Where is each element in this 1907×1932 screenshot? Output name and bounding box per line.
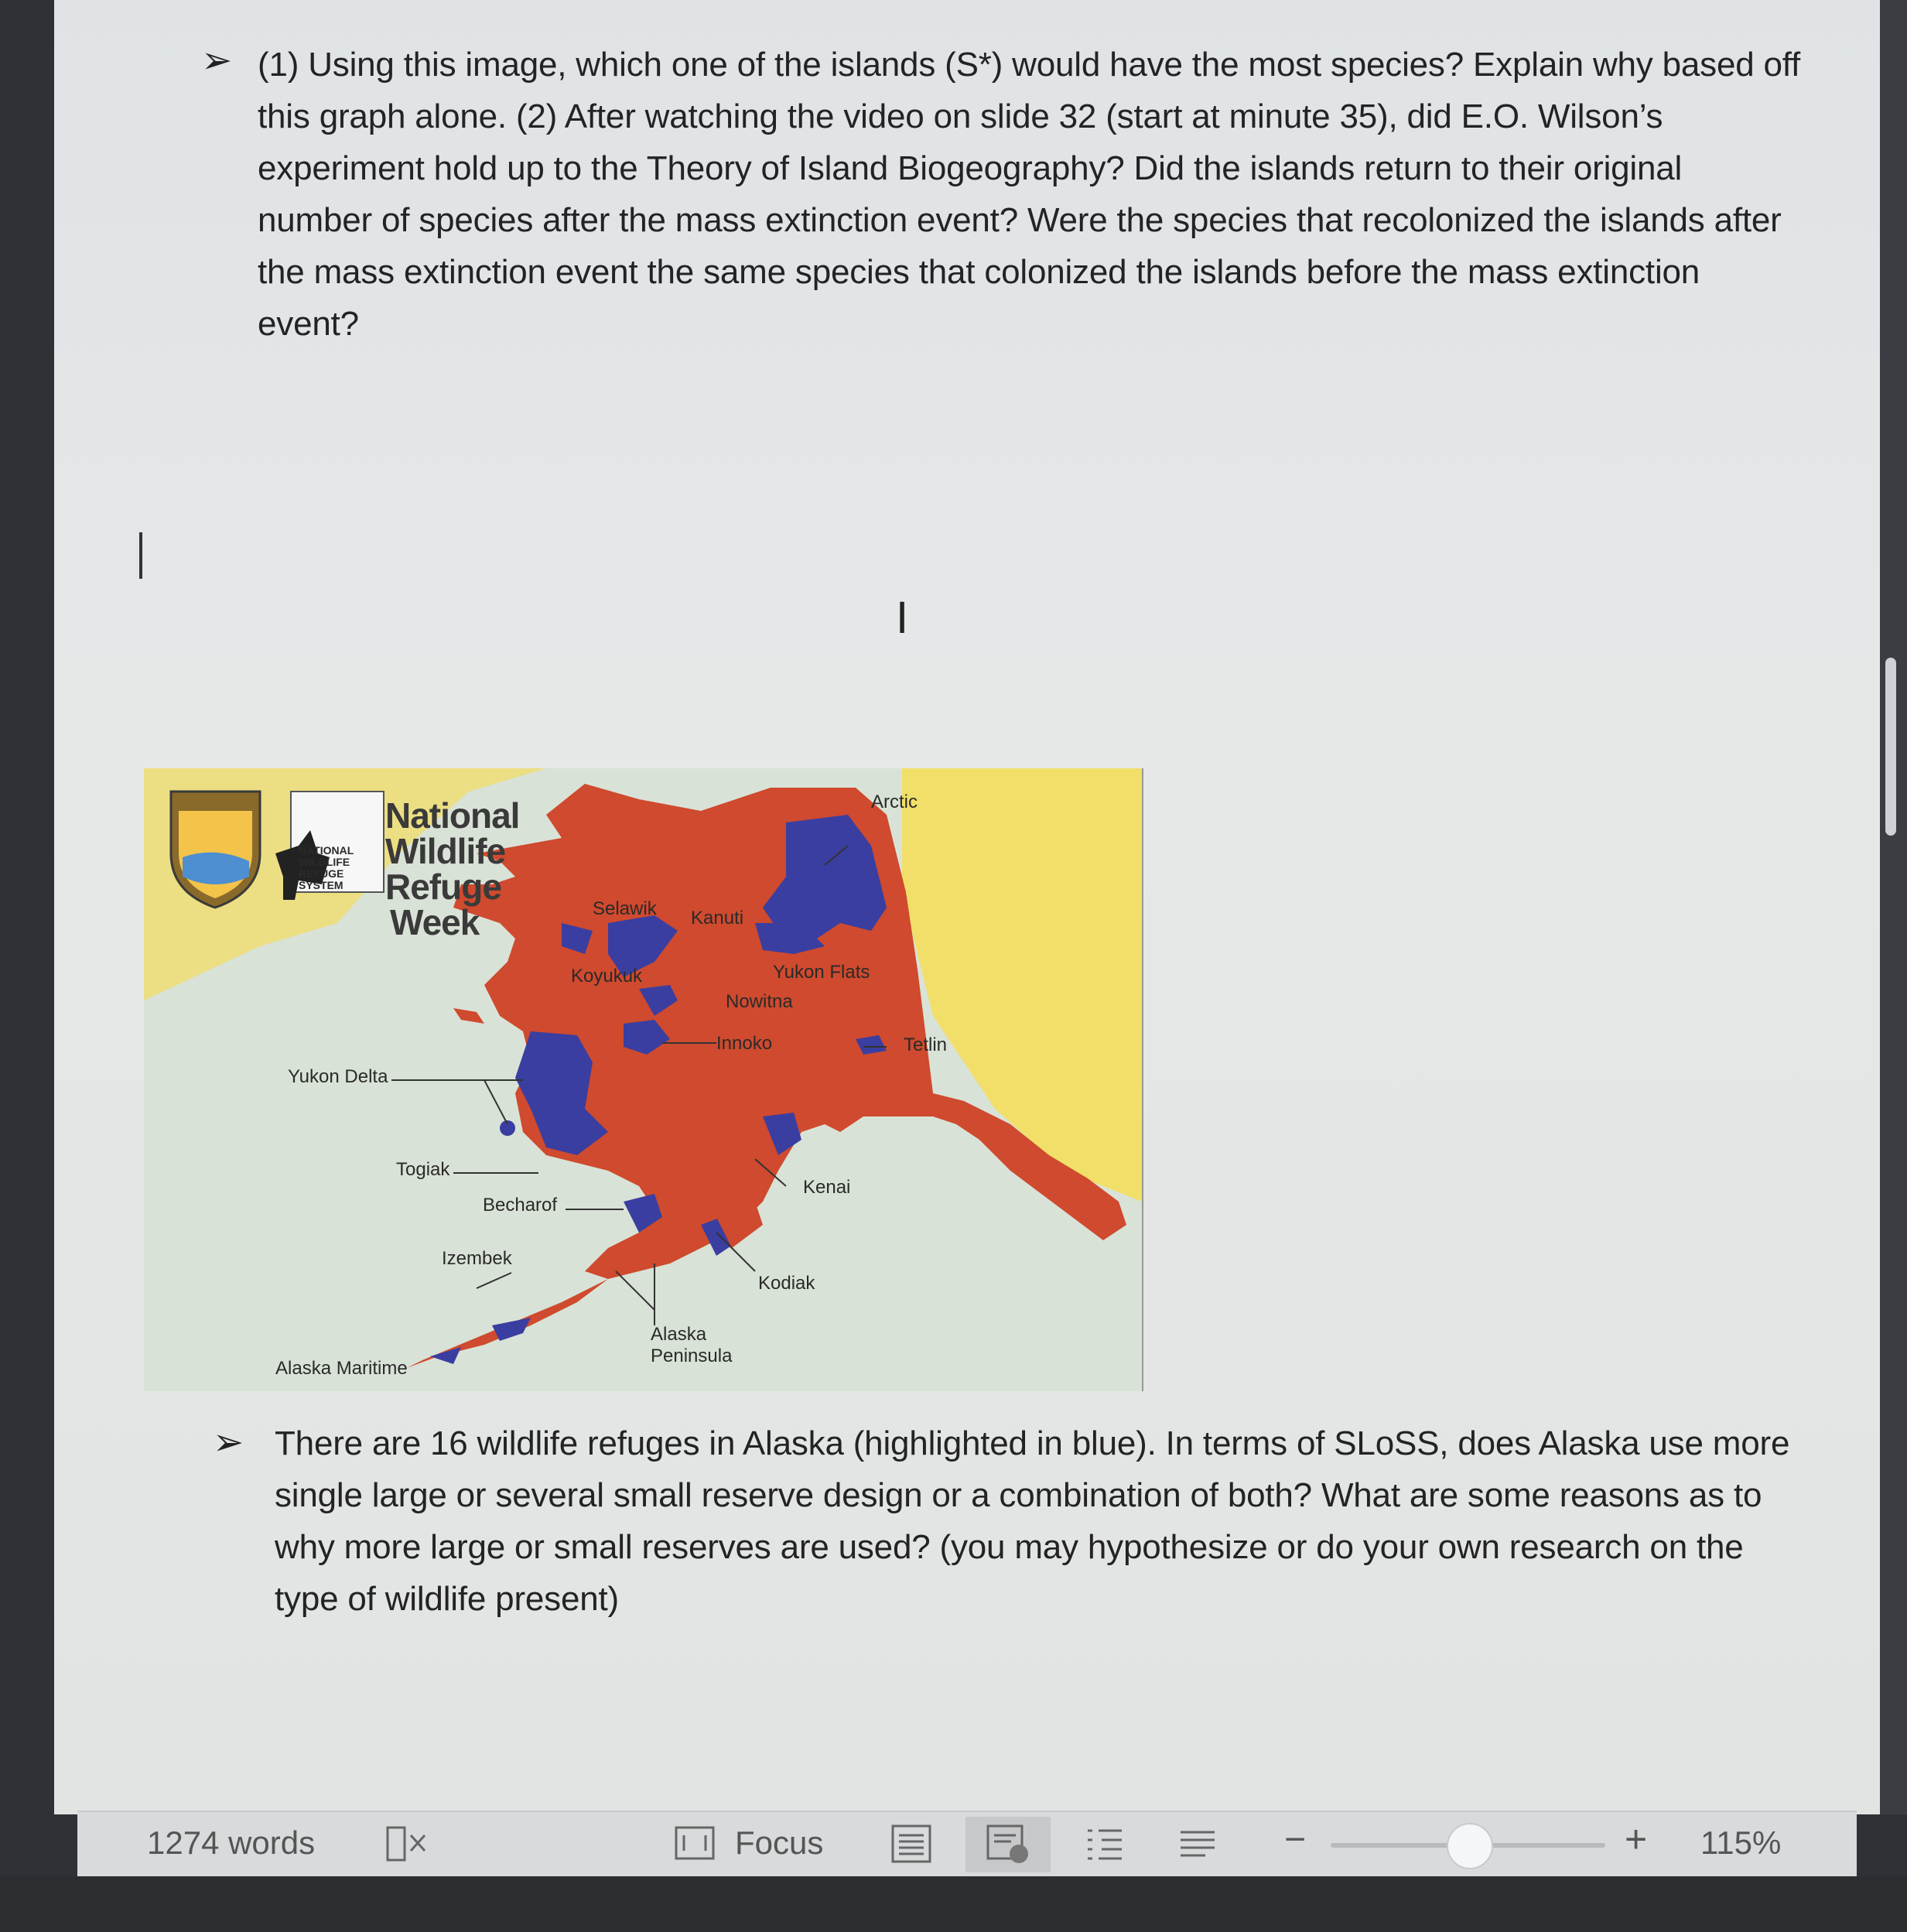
nwr-title-line-2: Wildlife: [385, 831, 506, 871]
status-bar: [77, 1811, 1857, 1878]
text-insertion-cursor: [139, 532, 142, 579]
nwr-title-line-4: Week: [390, 902, 480, 942]
zoom-in-button[interactable]: +: [1625, 1817, 1648, 1861]
ibeam-cursor-icon: I: [896, 593, 909, 643]
map-label-koyukuk: Koyukuk: [571, 966, 643, 987]
badge-text-2: WILDLIFE: [299, 856, 350, 868]
word-count[interactable]: 1274 words: [147, 1824, 316, 1861]
map-label-yukon-delta: Yukon Delta: [288, 1066, 388, 1087]
nwr-title-line-3: Refuge: [385, 867, 501, 907]
desk-background: [0, 1876, 1907, 1932]
focus-button[interactable]: Focus: [735, 1824, 824, 1861]
map-label-nowitna: Nowitna: [726, 991, 793, 1012]
outline-view-icon[interactable]: [1083, 1823, 1126, 1869]
question-2-paragraph[interactable]: There are 16 wildlife refuges in Alaska (highlighted in blue). In terms of SLoSS, does Alaska use more single large or several small reserve design or a combination of both? What are some reasons as to why more large or small reserves are used? (you may hypothesize or do your own research on the type of wildlife present): [275, 1424, 1790, 1618]
map-label-innoko: Innoko: [716, 1033, 773, 1054]
badge-text-1: NATIONAL: [299, 844, 354, 857]
bullet-arrow-icon: ➢: [213, 1422, 244, 1463]
map-label-togiak: Togiak: [396, 1159, 450, 1180]
proofing-icon[interactable]: [383, 1823, 429, 1869]
map-label-yukon-flats: Yukon Flats: [773, 962, 870, 983]
map-label-alaska-peninsula: Alaska Peninsula: [651, 1324, 733, 1366]
question-1-paragraph[interactable]: (1) Using this image, which one of the islands (S*) would have the most species? Explain why based off this graph alone. (2) After watching the video on slide 32 (start at minute 35), did E.O. Wilson’s experiment hold up to the Theory of Island Biogeography? Did the islands return to their original number of species after the mass extinction event? Were the species that recolonized the islands after the mass extinction event the same species that colonized the islands before the mass extinction event?: [258, 46, 1801, 343]
map-label-arctic: Arctic: [871, 792, 918, 812]
map-label-kodiak: Kodiak: [758, 1273, 815, 1294]
bullet-arrow-icon: ➢: [201, 40, 233, 81]
vertical-scrollbar-thumb[interactable]: [1885, 658, 1896, 836]
zoom-slider-knob[interactable]: [1447, 1823, 1493, 1869]
map-label-alaska-maritime: Alaska Maritime: [275, 1358, 408, 1379]
draft-view-icon[interactable]: [1176, 1823, 1219, 1869]
zoom-percentage[interactable]: 115%: [1700, 1824, 1782, 1861]
map-label-selawik: Selawik: [593, 898, 657, 919]
map-label-kenai: Kenai: [803, 1177, 851, 1198]
map-label-izembek: Izembek: [442, 1248, 512, 1269]
print-layout-icon[interactable]: [890, 1823, 933, 1869]
badge-text-4: SYSTEM: [299, 879, 343, 891]
badge-text-3: REFUGE: [299, 867, 344, 880]
focus-icon[interactable]: [673, 1823, 716, 1869]
nwr-title-line-1: National: [385, 795, 520, 836]
web-layout-icon-selected[interactable]: [965, 1817, 1051, 1872]
alaska-refuge-map-image[interactable]: [144, 768, 1143, 1391]
window-edge: [1880, 0, 1907, 1814]
zoom-out-button[interactable]: −: [1284, 1819, 1307, 1860]
map-label-tetlin: Tetlin: [904, 1034, 948, 1055]
map-label-becharof: Becharof: [483, 1195, 558, 1216]
map-label-kanuti: Kanuti: [691, 908, 744, 928]
